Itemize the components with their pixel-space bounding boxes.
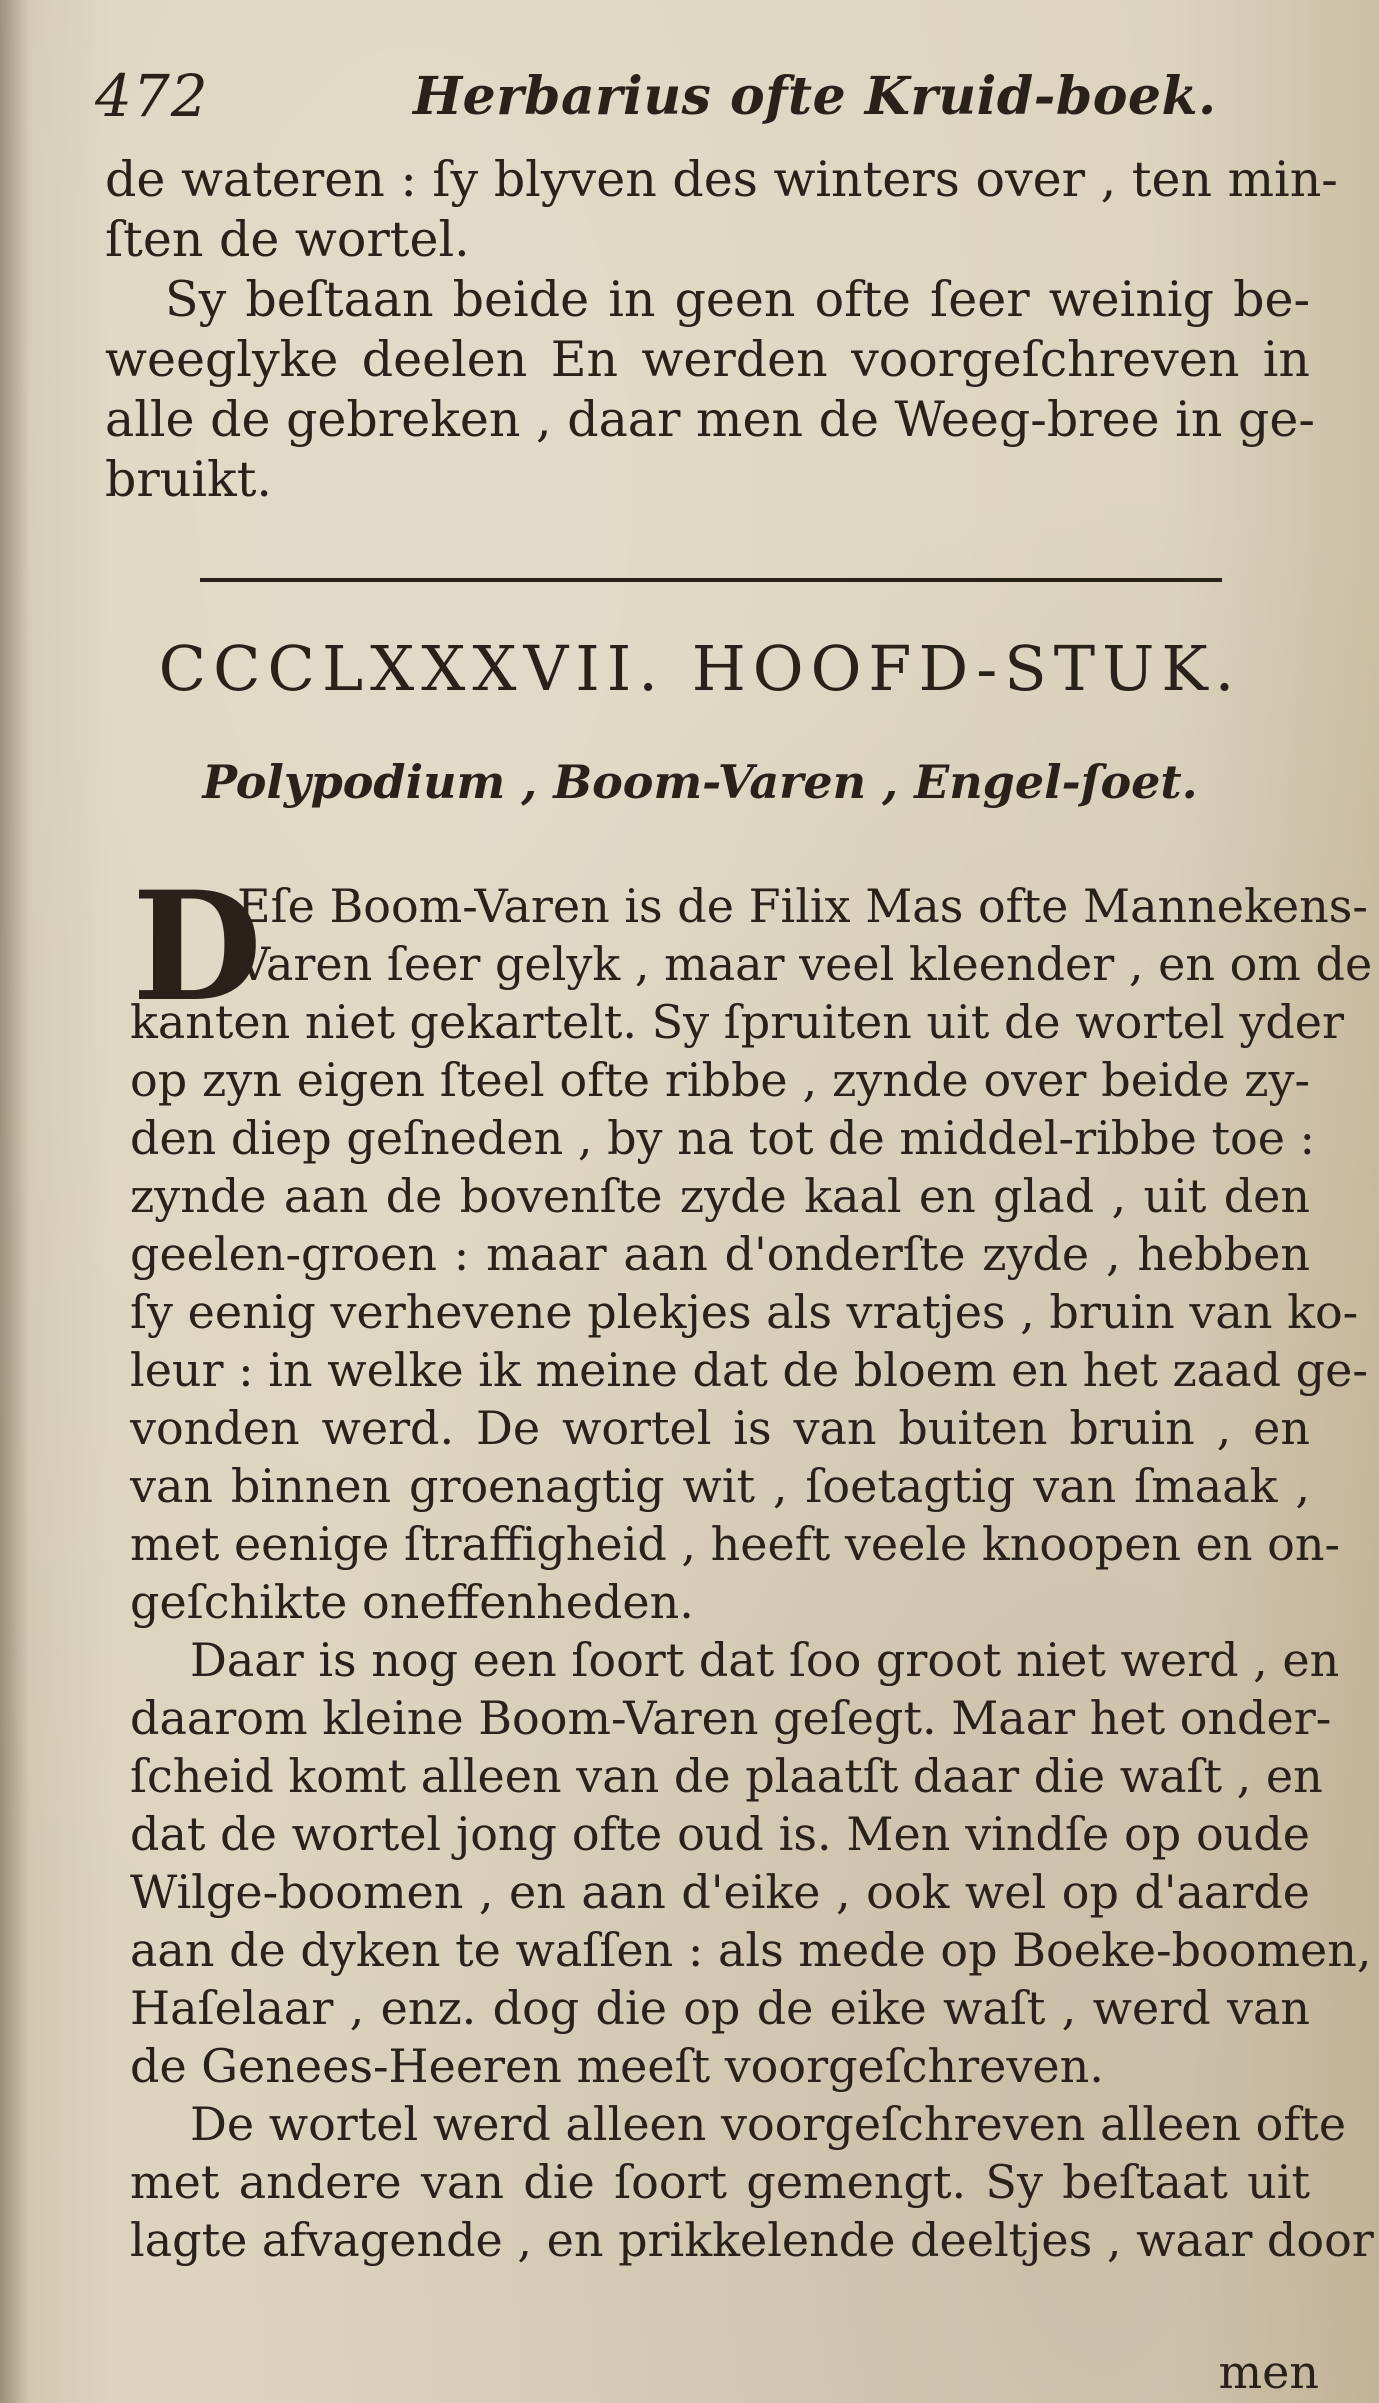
intro-line: weeglyke deelen En werden voorgeſchreven in: [105, 331, 1310, 388]
body-line: aan de dyken te waſſen : als mede op Boeke-boomen,: [130, 1923, 1372, 1977]
body-line: De wortel werd alleen voorgeſchreven alleen ofte: [190, 2097, 1347, 2151]
intro-line: Sy beſtaan beide in geen ofte ſeer weinig be-: [165, 271, 1310, 328]
intro-line: bruikt.: [105, 451, 272, 508]
running-head: [95, 62, 1295, 142]
body-line: vonden werd. De wortel is van buiten bruin , en: [130, 1401, 1310, 1455]
body-line: leur : in welke ik meine dat de bloem en het zaad ge-: [130, 1343, 1368, 1397]
body-line: ſcheid komt alleen van de plaatſt daar die waſt , en: [130, 1749, 1323, 1803]
catchword: men: [1218, 2345, 1319, 2399]
gutter-shadow: [0, 0, 30, 2403]
chapter-heading: CCCLXXXVII. HOOFD-STUK.: [158, 632, 1242, 705]
intro-line: ſten de wortel.: [105, 211, 470, 268]
body-line: met eenige ſtraffigheid , heeft veele knoopen en on-: [130, 1517, 1340, 1571]
body-line: daarom kleine Boom-Varen geſegt. Maar het onder-: [130, 1691, 1332, 1745]
body-line: geſchikte oneffenheden.: [130, 1575, 694, 1629]
drop-cap: D: [132, 859, 263, 1035]
body-line: kanten niet gekartelt. Sy ſpruiten uit de wortel yder: [130, 995, 1345, 1049]
body-line: Daar is nog een ſoort dat ſoo groot niet werd , en: [190, 1633, 1340, 1687]
body-line: Haſelaar , enz. dog die op de eike waſt , werd van: [130, 1981, 1310, 2035]
body-line: op zyn eigen ſteel ofte ribbe , zynde over beide zy-: [130, 1053, 1310, 1107]
running-title: Herbarius ofte Kruid-boek.: [413, 66, 1217, 127]
body-line: Eſe Boom-Varen is de Filix Mas ofte Mannekens-: [237, 879, 1368, 933]
body-line: van binnen groenagtig wit , ſoetagtig van ſmaak ,: [130, 1459, 1310, 1513]
section-rule: [200, 578, 1222, 582]
intro-line: de wateren : ſy blyven des winters over , ten min-: [105, 151, 1338, 208]
body-line: zynde aan de bovenſte zyde kaal en glad , uit den: [130, 1169, 1310, 1223]
intro-line: alle de gebreken , daar men de Weeg-bree in ge-: [105, 391, 1315, 448]
body-line: de Genees-Heeren meeſt voorgeſchreven.: [130, 2039, 1104, 2093]
body-line: Varen ſeer gelyk , maar veel kleender , en om de: [237, 937, 1373, 991]
body-line: met andere van die ſoort gemengt. Sy beſtaat uit: [130, 2155, 1310, 2209]
chapter-subtitle: Polypodium , Boom-Varen , Engel-ſoet.: [202, 755, 1198, 809]
body-line: den diep geſneden , by na tot de middel-ribbe toe :: [130, 1111, 1316, 1165]
page-number: 472: [95, 62, 209, 130]
body-line: geelen-groen : maar aan d'onderſte zyde , hebben: [130, 1227, 1310, 1281]
body-line: ſy eenig verhevene plekjes als vratjes , bruin van ko-: [130, 1285, 1359, 1339]
body-line: lagte afvagende , en prikkelende deeltjes , waar door: [130, 2213, 1374, 2267]
body-line: dat de wortel jong ofte oud is. Men vindſe op oude: [130, 1807, 1310, 1861]
body-line: Wilge-boomen , en aan d'eike , ook wel op d'aarde: [130, 1865, 1310, 1919]
